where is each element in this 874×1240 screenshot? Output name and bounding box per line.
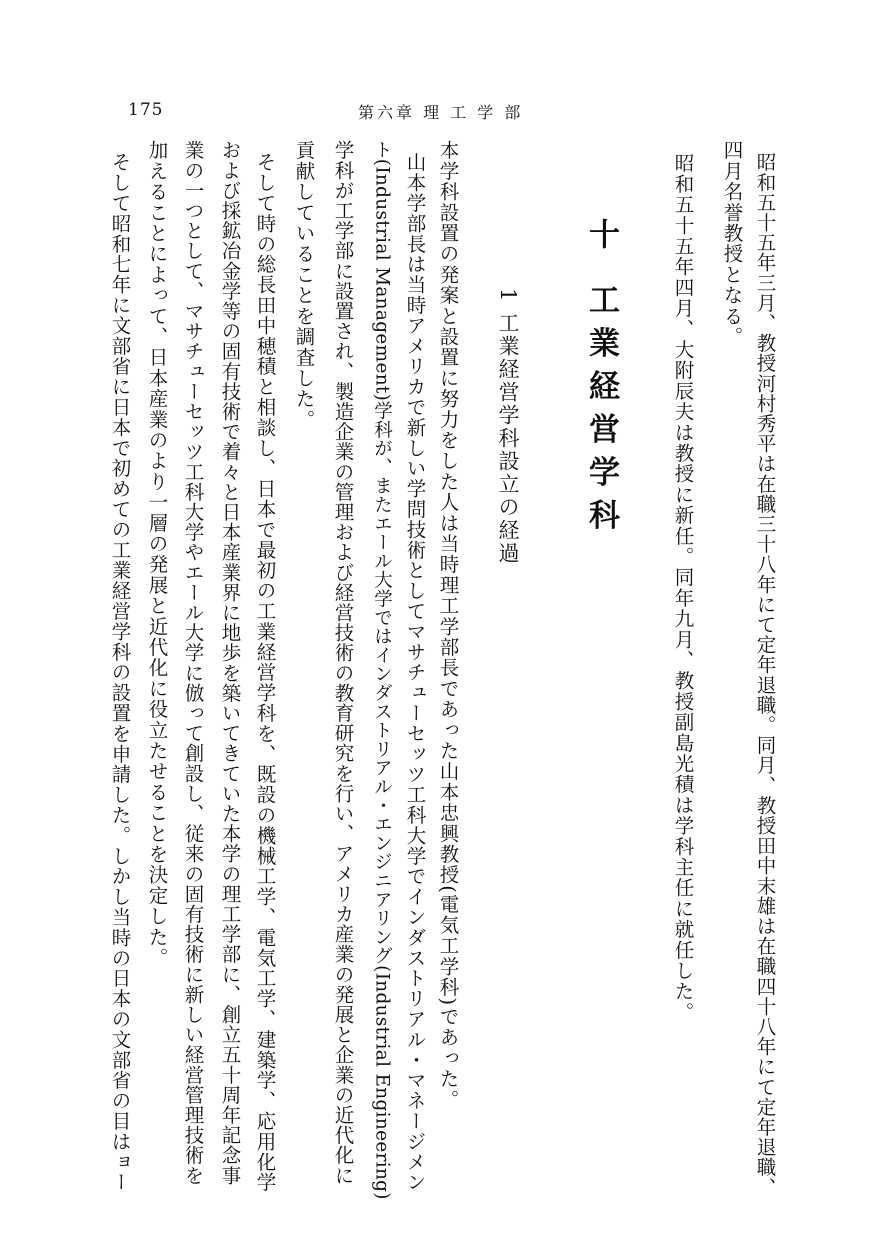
text-line: 本学科設置の発案と設置に努力をした人は当時理工学部長であった山本忠興教授(電気工学科)であった。 [436,140,460,1110]
text-line: 業の一つとして、マサチューセッツ工科大学やエール大学に倣って創設し、従来の固有技術に新しい経営管理技術を [181,140,205,1186]
text-line: および採鉱冶金学等の固有技術で着々と日本産業界に地歩を築いてきていた本学の理工学部に、創立五十周年記念事 [218,140,242,1186]
text-line: 四月名誉教授となる。 [720,140,744,347]
text-line: 学科が工学部に設置され、製造企業の管理および経営技術の教育研究を行い、アメリカ産業の発展と企業の近代化に [331,140,355,1186]
section-heading: 十 工業経営学科 [583,218,619,542]
text-line: そして昭和七年に文部省に日本で初めての工業経営学科の設置を申請した。しかし当時の日本の文部省の目はョー [108,152,132,1193]
text-line: 山本学部長は当時アメリカで新しい学問技術としてマサチューセッツ工科大学でインダストリアル・マネージメン [403,152,427,1193]
text-line: 昭和五十五年四月、大附辰夫は教授に新任。同年九月、教授副島光積は学科主任に就任した。 [671,153,695,1023]
text-line: 昭和五十五年三月、教授河村秀平は在職三十八年にて定年退職。同月、教授田中末雄は在職四十八年にて定年退職、 [753,152,777,1198]
subsection-heading: 1 工業経営学科設立の経過 [496,288,520,566]
text-line: 貢献していることを調査した。 [292,140,316,430]
text-line: 加えることによって、日本産業のより一層の発展と近代化に役立たせることを決定した。 [145,140,169,968]
text-line: そして時の総長田中穂積と相談し、日本で最初の工業経営学科を、既設の機械工学、電気工学、建築学、応用化学 [253,152,277,1193]
running-head: 第六章 理 工 学 部 [358,103,524,122]
page-number: 175 [128,100,164,120]
text-line: ト(Industrial Management)学科が、またエール大学ではインダストリアル・エンジニアリング(Industrial Engineering) [371,140,393,1200]
